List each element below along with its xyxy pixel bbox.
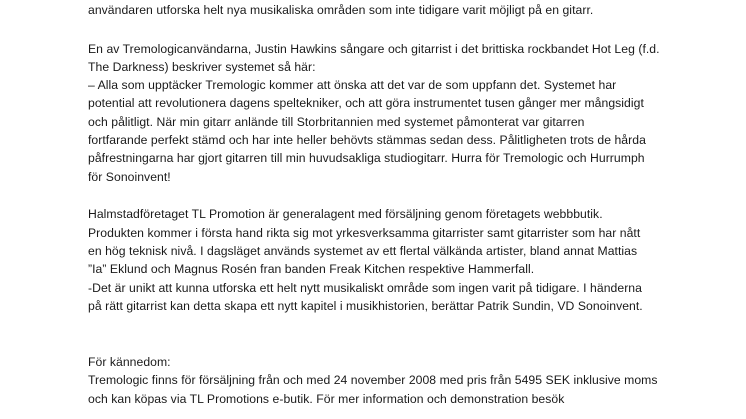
- tl-line-3: en hög teknisk nivå. I dagsläget används systemet av ett flertal välkända artister, bland annat Mattias: [88, 244, 638, 258]
- hawkins-line-1: En av Tremologicanvändarna, Justin Hawkins sångare och gitarrist i det brittiska rockbandet Hot Leg (f.d.: [88, 42, 660, 56]
- hawkins-line-2: The Darkness) beskriver systemet så här:: [88, 60, 316, 74]
- tl-line-1: Halmstadföretaget TL Promotion är generalagent med försäljning genom företagets webbbutik.: [88, 207, 603, 221]
- tl-line-2: Produkten kommer i första hand rikta sig mot yrkesverksamma gitarrister samt gitarrister som har nått: [88, 226, 641, 240]
- info-line-1: Tremologic finns för försäljning från och med 24 november 2008 med pris från 5495 SEK inklusive moms: [88, 373, 658, 387]
- hawkins-line-7: påfrestningarna har gjort gitarren till min huvudsakliga studiogitarr. Hurra för Tremologic och Hurrumph: [88, 151, 645, 165]
- info-line-2: och kan köpas via TL Promotions e-butik. För mer information och demonstration besök: [88, 392, 565, 406]
- hawkins-line-8: för Sonoinvent!: [88, 170, 171, 184]
- intro-line-1: användaren utforska helt nya musikaliska områden som inte tidigare varit möjligt på en gitarr.: [88, 3, 594, 17]
- hawkins-line-4: potential att revolutionera dagens speltekniker, och att göra instrumentet tusen gånger mer mångsidigt: [88, 96, 644, 110]
- hawkins-line-5: och pålitligt. När min gitarr anlände till Storbritannien med systemet påmonterat var gitarren: [88, 115, 585, 129]
- tl-line-4: ”Ia” Eklund och Magnus Rosén fran banden Freak Kitchen respektive Hammerfall.: [88, 262, 535, 276]
- tl-line-6: på rätt gitarrist kan detta skapa ett nytt kapitel i musikhistorien, berättar Patrik Sundin, VD Sonoinvent.: [88, 299, 643, 313]
- hawkins-line-6: fortfarande perfekt stämd och har inte heller behövts stämmas sedan dess. Pålitligheten trots de hårda: [88, 133, 646, 147]
- info-heading: För kännedom:: [88, 355, 171, 369]
- hawkins-line-3: – Alla som upptäcker Tremologic kommer att önska att det var de som uppfann det. Systemet har: [88, 78, 617, 92]
- tl-line-5: -Det är unikt att kunna utforska ett helt nytt musikaliskt område som ingen varit på tidigare. I händerna: [88, 281, 642, 295]
